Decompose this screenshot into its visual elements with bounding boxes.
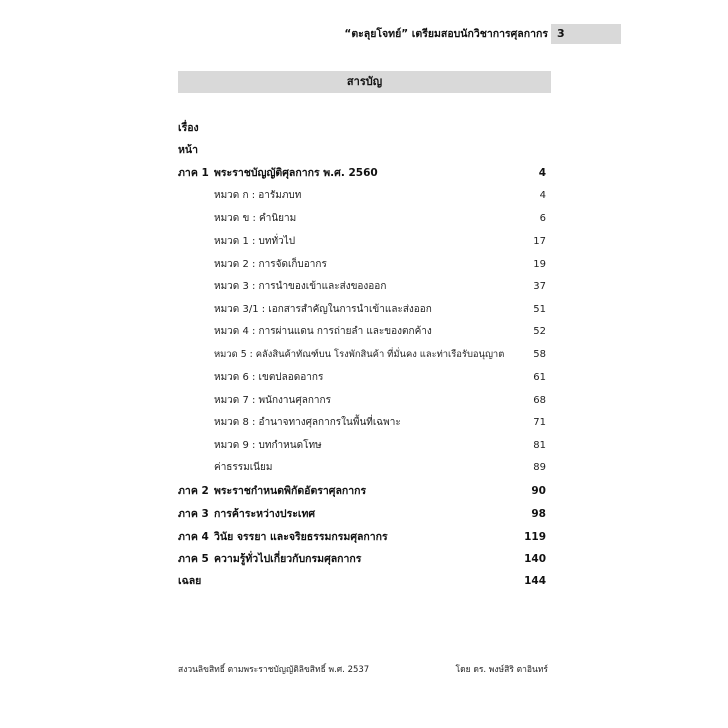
toc-title-text: หมวด 6 : เขตปลอดอากร xyxy=(214,372,324,383)
toc-page: 119 xyxy=(524,531,546,543)
footer-copyright: สงวนลิขสิทธิ์ ตามพระราชบัญญัติลิขสิทธิ์ พ.ศ. 2537 xyxy=(178,665,370,675)
toc-page: 17 xyxy=(533,236,546,247)
toc-part: ภาค 2 xyxy=(178,485,209,497)
toc-page: 144 xyxy=(524,575,546,587)
toc-title-text: การค้าระหว่างประเทศ xyxy=(214,508,316,520)
toc-title-text: หมวด 5 : คลังสินค้าทัณฑ์บน โรงพักสินค้า ที่มั่นคง และท่าเรือรับอนุญาต xyxy=(214,349,505,360)
toc-page: 58 xyxy=(533,349,546,360)
toc-entry[interactable] xyxy=(178,573,546,589)
toc-title-text: หมวด 7 : พนักงานศุลกากร xyxy=(214,395,331,406)
toc-entry[interactable] xyxy=(178,506,546,522)
toc-part: เฉลย xyxy=(178,575,202,587)
toc-page: 19 xyxy=(533,259,546,270)
toc-title-text: หมวด ข : คำนิยาม xyxy=(214,213,297,224)
toc-entry[interactable] xyxy=(178,211,546,227)
toc-title-text: หมวด ก : อารัมภบท xyxy=(214,190,302,201)
toc-entry[interactable] xyxy=(178,234,546,250)
toc-title-text: หมวด 2 : การจัดเก็บอากร xyxy=(214,259,327,270)
footer-author: โดย ดร. พงษ์สิริ ตาอินทร์ xyxy=(455,665,548,675)
toc-part: ภาค 3 xyxy=(178,508,209,520)
toc-entry[interactable] xyxy=(178,483,546,499)
toc-page: 4 xyxy=(538,167,546,179)
toc-entry[interactable] xyxy=(178,438,546,454)
toc-title-text: หมวด 3 : การนำของเข้าและส่งของออก xyxy=(214,281,387,292)
toc-page: 98 xyxy=(531,508,546,520)
toc-entry[interactable] xyxy=(178,302,546,318)
toc-title: สารบัญ xyxy=(178,71,551,93)
toc-entry[interactable] xyxy=(178,370,546,386)
toc-title-text: หมวด 1 : บททั่วไป xyxy=(214,236,296,247)
toc-entry[interactable] xyxy=(178,188,546,204)
toc-entry[interactable] xyxy=(178,460,546,476)
toc-entry[interactable] xyxy=(178,393,546,409)
toc-entry[interactable] xyxy=(178,347,546,363)
toc-entry[interactable] xyxy=(178,165,546,181)
toc-title-text: วินัย จรรยา และจริยธรรมกรมศุลกากร xyxy=(214,531,388,543)
toc-page: 81 xyxy=(533,440,546,451)
toc-part: ภาค 1 xyxy=(178,167,209,179)
page-number-box xyxy=(551,24,621,44)
toc-title-text: พระราชกำหนดพิกัดอัตราศุลกากร xyxy=(214,485,367,497)
page-label: หน้า xyxy=(178,144,198,156)
toc-page: 6 xyxy=(539,213,546,224)
toc-page: 52 xyxy=(533,326,546,337)
toc-title-text: หมวด 4 : การผ่านแดน การถ่ายลำ และของตกค้าง xyxy=(214,326,432,337)
toc-entry[interactable] xyxy=(178,257,546,273)
running-header-title: “ตะลุยโจทย์” เตรียมสอบนักวิชาการศุลกากร xyxy=(344,28,548,40)
page-number: 3 xyxy=(557,27,565,40)
toc-entry[interactable] xyxy=(178,324,546,340)
toc-page: 71 xyxy=(533,417,546,428)
toc-page: 90 xyxy=(531,485,546,497)
toc-page: 140 xyxy=(524,553,546,565)
toc-entry[interactable] xyxy=(178,415,546,431)
toc-part: ภาค 4 xyxy=(178,531,209,543)
toc-title-text: พระราชบัญญัติศุลกากร พ.ศ. 2560 xyxy=(214,167,378,179)
toc-part: ภาค 5 xyxy=(178,553,209,565)
toc-entry[interactable] xyxy=(178,551,546,567)
toc-title-text: หมวด 9 : บทกำหนดโทษ xyxy=(214,440,322,451)
toc-page: 51 xyxy=(533,304,546,315)
toc-entry[interactable] xyxy=(178,279,546,295)
toc-page: 89 xyxy=(533,462,546,473)
toc-title-text: หมวด 3/1 : เอกสารสำคัญในการนำเข้าและส่งออก xyxy=(214,304,432,315)
toc-page: 37 xyxy=(533,281,546,292)
toc-title-text: ค่าธรรมเนียม xyxy=(214,462,273,473)
topic-label: เรื่อง xyxy=(178,122,199,134)
toc-title-text: หมวด 8 : อำนาจทางศุลกากรในพื้นที่เฉพาะ xyxy=(214,417,401,428)
toc-page: 4 xyxy=(539,190,546,201)
toc-entry[interactable] xyxy=(178,529,546,545)
toc-title-text: ความรู้ทั่วไปเกี่ยวกับกรมศุลกากร xyxy=(214,553,362,565)
toc-page: 68 xyxy=(533,395,546,406)
toc-page: 61 xyxy=(533,372,546,383)
